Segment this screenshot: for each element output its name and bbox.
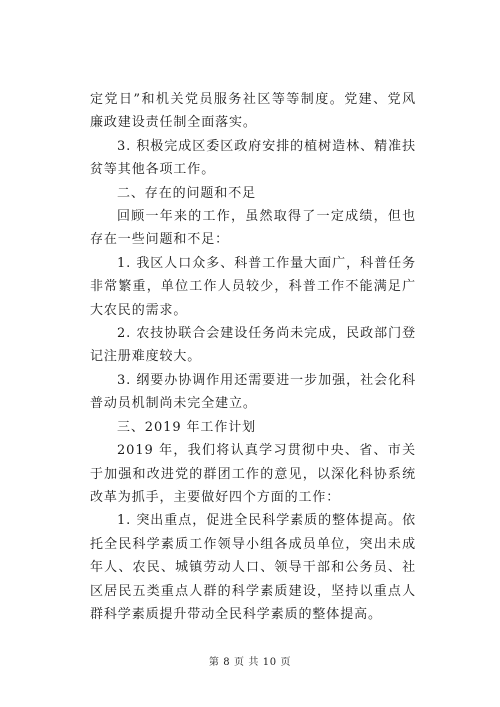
page-number-footer: 第 8 页 共 10 页 — [208, 657, 292, 668]
paragraph-item-3-afforestation: 3. 积极完成区委区政府安排的植树造林、精准扶贫等其他各项工作。 — [90, 138, 416, 178]
paragraph-party-system: 定党日”和机关党员服务社区等等制度。党建、党风廉政建设责任制全面落实。 — [90, 92, 416, 131]
paragraph-problem-1: 1. 我区人口众多、科普工作量大面广，科普任务非常繁重，单位工作人员较少，科普工作不能满足广大农民的需求。 — [90, 255, 416, 318]
section-heading-work-plan: 三、2019 年工作计划 — [117, 419, 257, 435]
paragraph-plan-1: 1. 突出重点，促进全民科学素质的整体提高。依托全民科学素质工作领导小组各成员单位，突出未成年人、农民、城镇劳动人口、领导干部和公务员、社区居民五类重点人群的科学素质建设，坚持以重点人群科学素质提升带动全民科学素质的整体提高。 — [90, 513, 416, 622]
document-body — [90, 88, 416, 626]
paragraph-review: 回顾一年来的工作，虽然取得了一定成绩，但也存在一些问题和不足： — [90, 209, 416, 248]
paragraph-problem-2: 2. 农技协联合会建设任务尚未完成，民政部门登记注册难度较大。 — [90, 326, 416, 365]
section-heading-problems: 二、存在的问题和不足 — [117, 185, 257, 201]
paragraph-problem-3: 3. 纲要办协调作用还需要进一步加强，社会化科普动员机制尚未完全建立。 — [90, 372, 416, 412]
paragraph-plan-intro: 2019 年，我们将认真学习贯彻中央、省、市关于加强和改进党的群团工作的意见，以深化科协系统改革为抓手，主要做好四个方面的工作： — [90, 443, 416, 505]
